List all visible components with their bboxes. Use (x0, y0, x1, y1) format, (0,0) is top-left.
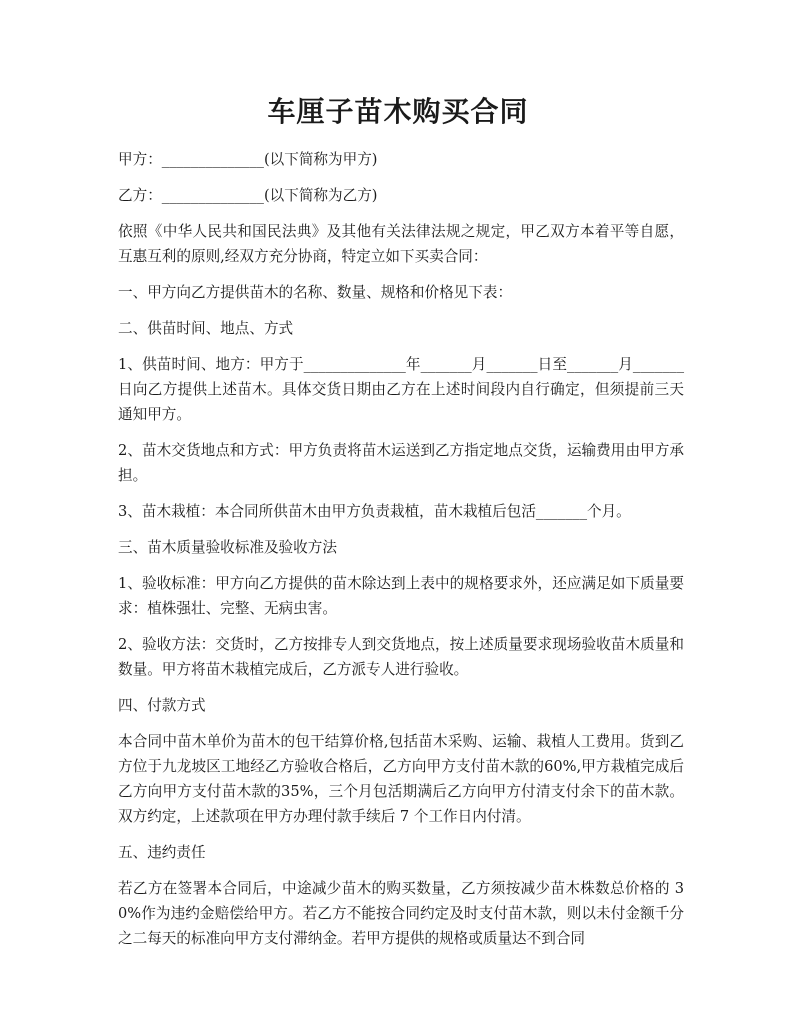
section-heading-3: 三、苗木质量验收标准及验收方法 (118, 539, 337, 556)
party-b-line: 乙方：______________(以下简称为乙方) (118, 187, 378, 204)
clause-3-1: 1、验收标准：甲方向乙方提供的苗木除达到上表中的规格要求外，还应满足如下质量要求：植株强壮、完整、无病虫害。 (118, 575, 684, 617)
section-heading-2: 二、供苗时间、地点、方式 (118, 320, 294, 337)
section-heading-5: 五、违约责任 (118, 844, 206, 861)
clause-2-2: 2、苗木交货地点和方式：甲方负责将苗木运送到乙方指定地点交货，运输费用由甲方承担。 (118, 442, 684, 484)
section-heading-1: 一、甲方向乙方提供苗木的名称、数量、规格和价格见下表： (118, 284, 513, 301)
clause-2-3: 3、苗木栽植：本合同所供苗木由甲方负责栽植，苗木栽植后包活_______个月。 (118, 503, 631, 520)
clause-2-1: 1、供苗时间、地方：甲方于______________年_______月_______日至_______月_______日向乙方提供上述苗木。具体交货日期由乙方在上述时间段内自行确定，但须提前三天通知甲方。 (118, 356, 684, 423)
party-a-line: 甲方：______________(以下简称为甲方) (118, 151, 378, 168)
liability-paragraph: 若乙方在签署本合同后，中途减少苗木的购买数量，乙方须按减少苗木株数总价格的 30%作为违约金赔偿给甲方。若乙方不能按合同约定及时支付苗木款，则以未付金额千分之二每天的标准向甲方支付滞纳金。若甲方提供的规格或质量达不到合同 (118, 880, 684, 947)
clause-3-2: 2、验收方法：交货时，乙方按排专人到交货地点，按上述质量要求现场验收苗木质量和数量。甲方将苗木栽植完成后，乙方派专人进行验收。 (118, 636, 684, 678)
document-body (118, 147, 684, 962)
preamble-paragraph: 依照《中华人民共和国民法典》及其他有关法律法规之规定，甲乙双方本着平等自愿，互惠互利的原则,经双方充分协商，特定立如下买卖合同： (118, 223, 684, 265)
payment-paragraph: 本合同中苗木单价为苗木的包干结算价格,包括苗木采购、运输、栽植人工费用。货到乙方位于九龙坡区工地经乙方验收合格后，乙方向甲方支付苗木款的60%,甲方栽植完成后乙方向甲方支付苗木款的35%，三个月包活期满后乙方向甲方付清支付余下的苗木款。双方约定，上述款项在甲方办理付款手续后 7 个工作日内付清。 (118, 733, 684, 825)
section-heading-4: 四、付款方式 (118, 697, 206, 714)
document-title: 车厘子苗木购买合同 (267, 95, 529, 128)
